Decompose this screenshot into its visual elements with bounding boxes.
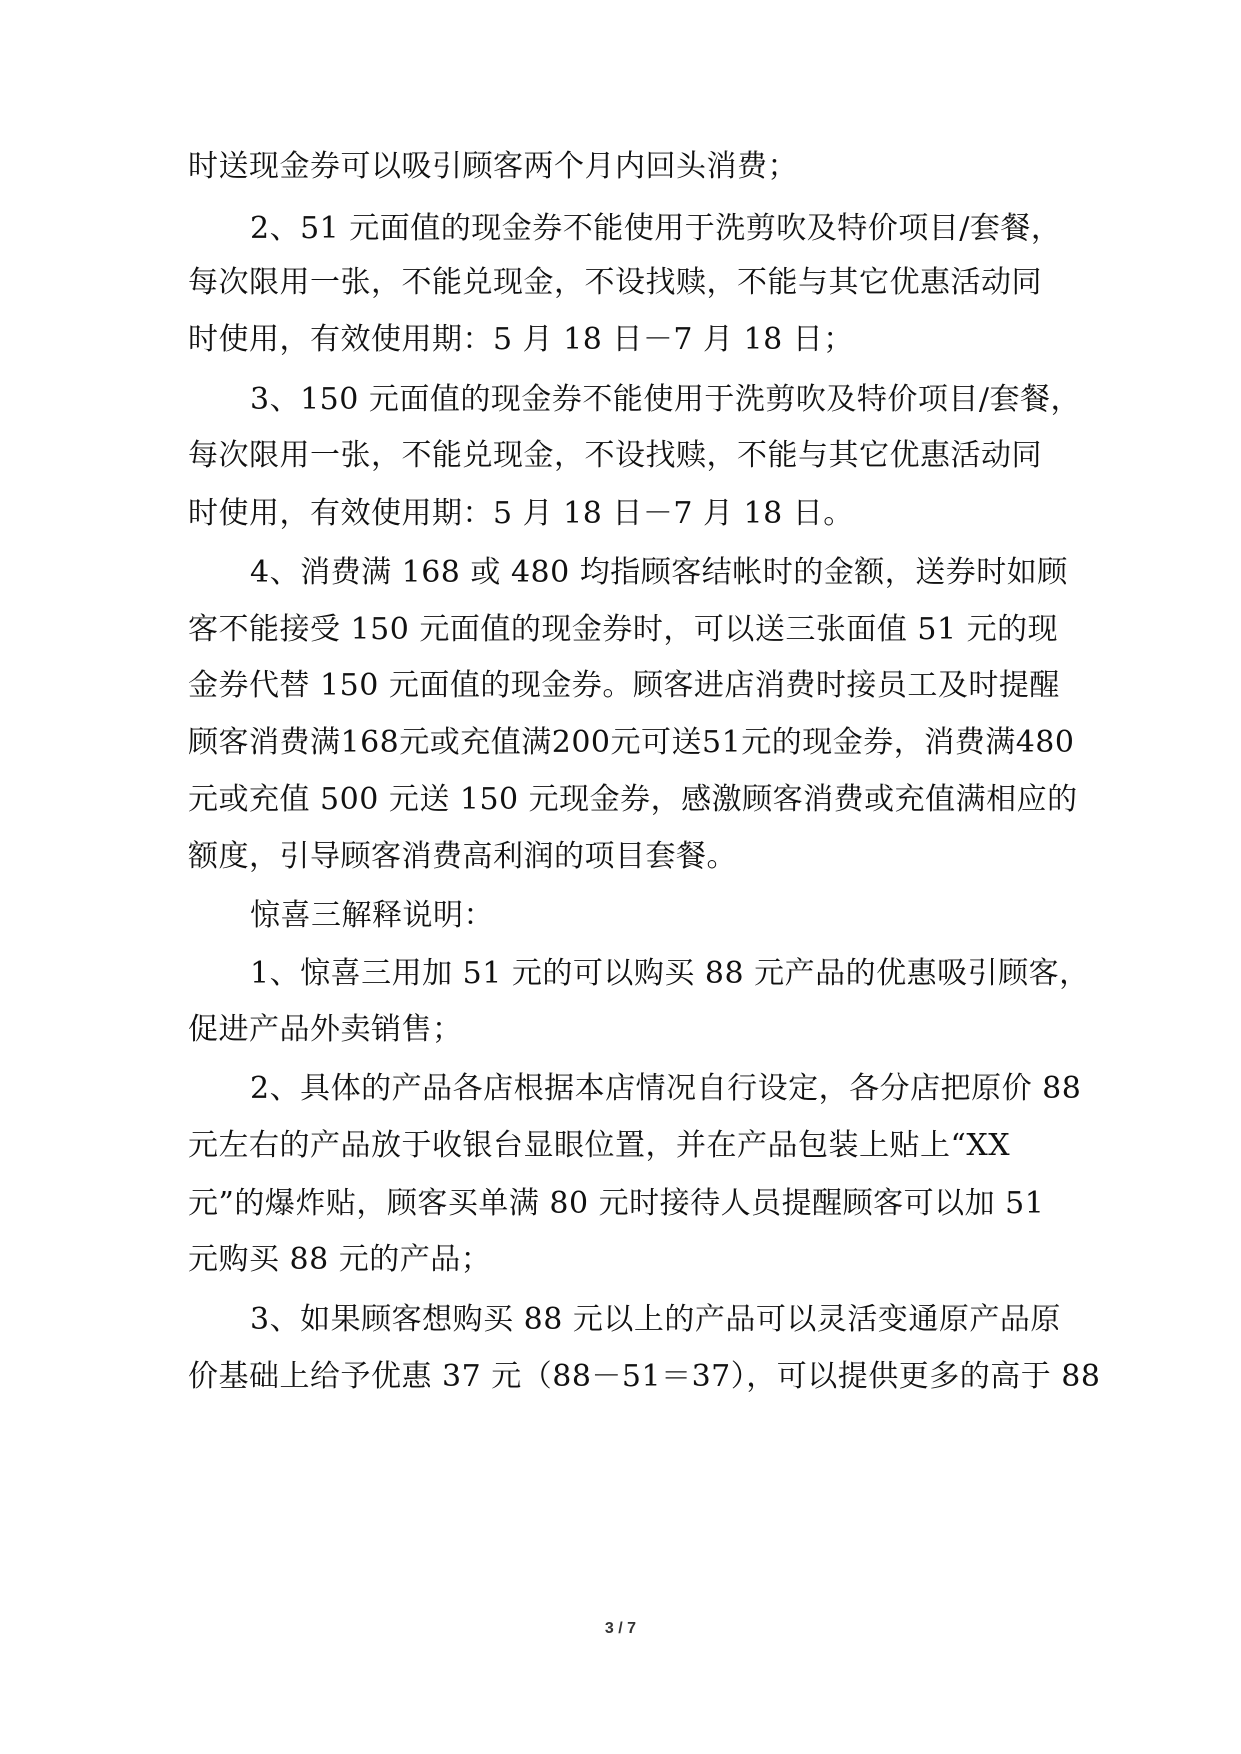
text-line: 2、具体的产品各店根据本店情况自行设定，各分店把原价 88 bbox=[250, 1071, 1082, 1106]
text-line: 额度，引导顾客消费高利润的项目套餐。 bbox=[188, 839, 737, 874]
text-line: 元左右的产品放于收银台显眼位置，并在产品包装上贴上“XX bbox=[188, 1128, 1011, 1163]
text-line: 价基础上给予优惠 37 元（88－51＝37），可以提供更多的高于 88 bbox=[188, 1359, 1101, 1394]
text-line: 元购买 88 元的产品； bbox=[188, 1242, 492, 1277]
text-line: 惊喜三解释说明： bbox=[250, 898, 494, 933]
text-line: 时使用，有效使用期：5 月 18 日－7 月 18 日。 bbox=[188, 496, 854, 531]
text-line: 2、51 元面值的现金券不能使用于洗剪吹及特价项目/套餐， bbox=[250, 211, 1062, 246]
text-line: 每次限用一张，不能兑现金，不设找赎，不能与其它优惠活动同 bbox=[188, 265, 1042, 300]
text-line: 客不能接受 150 元面值的现金券时，可以送三张面值 51 元的现 bbox=[188, 612, 1059, 647]
text-line: 时送现金券可以吸引顾客两个月内回头消费； bbox=[188, 149, 798, 184]
text-line: 每次限用一张，不能兑现金，不设找赎，不能与其它优惠活动同 bbox=[188, 438, 1042, 473]
text-line: 元或充值 500 元送 150 元现金券，感激顾客消费或充值满相应的 bbox=[188, 782, 1078, 817]
text-line: 顾客消费满168元或充值满200元可送51元的现金券，消费满480 bbox=[188, 725, 1075, 760]
text-line: 元”的爆炸贴，顾客买单满 80 元时接待人员提醒顾客可以加 51 bbox=[188, 1186, 1045, 1221]
text-line: 时使用，有效使用期：5 月 18 日－7 月 18 日； bbox=[188, 322, 854, 357]
page-number: 3 / 7 bbox=[604, 1620, 637, 1637]
text-line: 1、惊喜三用加 51 元的可以购买 88 元产品的优惠吸引顾客， bbox=[250, 956, 1090, 991]
text-line: 3、如果顾客想购买 88 元以上的产品可以灵活变通原产品原 bbox=[250, 1302, 1061, 1337]
text-line: 3、150 元面值的现金券不能使用于洗剪吹及特价项目/套餐， bbox=[250, 382, 1081, 417]
text-line: 促进产品外卖销售； bbox=[188, 1012, 463, 1047]
text-line: 4、消费满 168 或 480 均指顾客结帐时的金额，送券时如顾 bbox=[250, 555, 1068, 590]
text-line: 金券代替 150 元面值的现金券。顾客进店消费时接员工及时提醒 bbox=[188, 668, 1060, 703]
